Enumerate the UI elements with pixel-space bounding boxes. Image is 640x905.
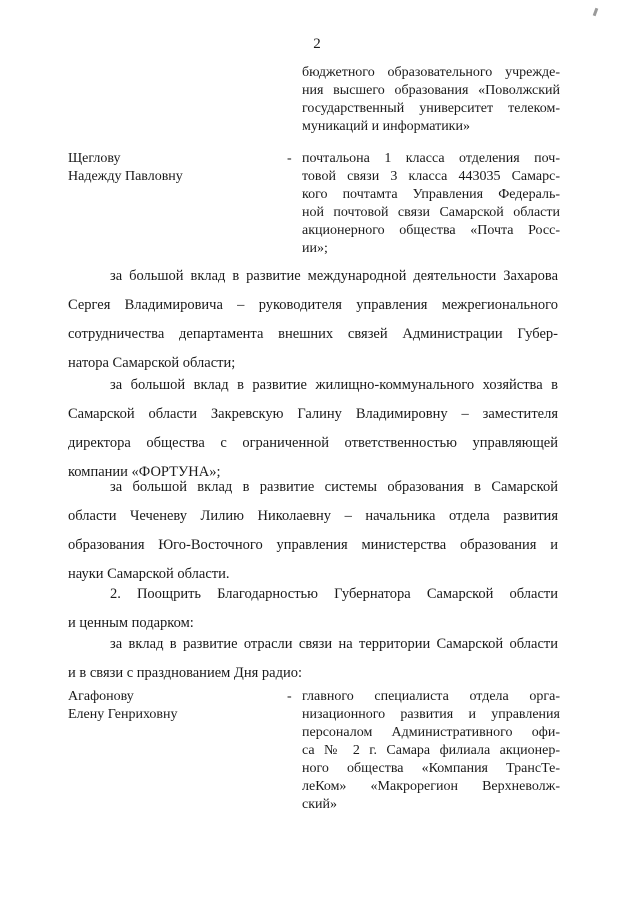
person-position: [302, 150, 560, 258]
text-line: акционерного общества «Почта Росс-: [302, 223, 560, 238]
text-line: директора общества с ограниченной ответственностью управляющей: [68, 435, 558, 451]
text-line: кого почтамта Управления Федераль-: [302, 187, 560, 202]
person-position: [302, 688, 560, 814]
text-line: ии»;: [302, 241, 328, 256]
scan-mark: [593, 8, 599, 17]
text-line: ский»: [302, 797, 337, 812]
text-line: за большой вклад в развитие системы образования в Самарской: [110, 479, 558, 495]
text-line: Самарской области Закревскую Галину Владимировну – заместителя: [68, 406, 558, 422]
paragraph: [68, 262, 558, 378]
continuation-block: [302, 64, 560, 136]
text-line: товой связи 3 класса 443035 Самарс-: [302, 169, 560, 184]
text-line: низационного развития и управления: [302, 707, 560, 722]
text-line: бюджетного образовательного учрежде-: [302, 65, 560, 80]
text-line: ной почтовой связи Самарской области: [302, 205, 560, 220]
text-line: ного общества «Компания ТрансТе-: [302, 761, 560, 776]
entry-dash: -: [287, 151, 292, 166]
text-line: Щеглову: [68, 151, 121, 166]
text-line: муникаций и информатики»: [302, 119, 470, 134]
text-line: государственный университет телеком-: [302, 101, 560, 116]
text-line: натора Самарской области;: [68, 355, 236, 371]
text-line: главного специалиста отдела орга-: [302, 689, 560, 704]
text-line: са № 2 г. Самара филиала акционер-: [302, 743, 560, 758]
text-line: компании «ФОРТУНА»;: [68, 464, 221, 480]
text-line: Надежду Павловну: [68, 169, 183, 184]
text-line: за большой вклад в развитие международной деятельности Захарова: [110, 268, 558, 284]
entry-dash: -: [287, 689, 292, 704]
text-line: сотрудничества департамента внешних связей Администрации Губер-: [68, 326, 558, 342]
paragraph: [68, 371, 558, 487]
page-number: 2: [313, 36, 321, 52]
text-line: леКом» «Макрорегион Верхневолж-: [302, 779, 560, 794]
text-line: образования Юго-Восточного управления министерства образования и: [68, 537, 558, 553]
text-line: науки Самарской области.: [68, 566, 230, 582]
person-name: [68, 150, 268, 186]
person-name: [68, 688, 268, 724]
paragraph: [68, 630, 558, 688]
text-line: Агафонову: [68, 689, 134, 704]
text-line: за большой вклад в развитие жилищно-коммунального хозяйства в: [110, 377, 558, 393]
text-line: и ценным подарком:: [68, 615, 194, 631]
text-line: Сергея Владимировича – руководителя управления межрегионального: [68, 297, 558, 313]
text-line: почтальона 1 класса отделения поч-: [302, 151, 560, 166]
text-line: ния высшего образования «Поволжский: [302, 83, 560, 98]
text-line: и в связи с празднованием Дня радио:: [68, 665, 302, 681]
text-line: за вклад в развитие отрасли связи на территории Самарской области: [110, 636, 558, 652]
text-line: 2. Поощрить Благодарностью Губернатора Самарской области: [110, 586, 558, 602]
text-line: области Чеченеву Лилию Николаевну – начальника отдела развития: [68, 508, 558, 524]
text-line: персоналом Административного офи-: [302, 725, 560, 740]
text-line: Елену Генриховну: [68, 707, 178, 722]
paragraph: [68, 473, 558, 589]
